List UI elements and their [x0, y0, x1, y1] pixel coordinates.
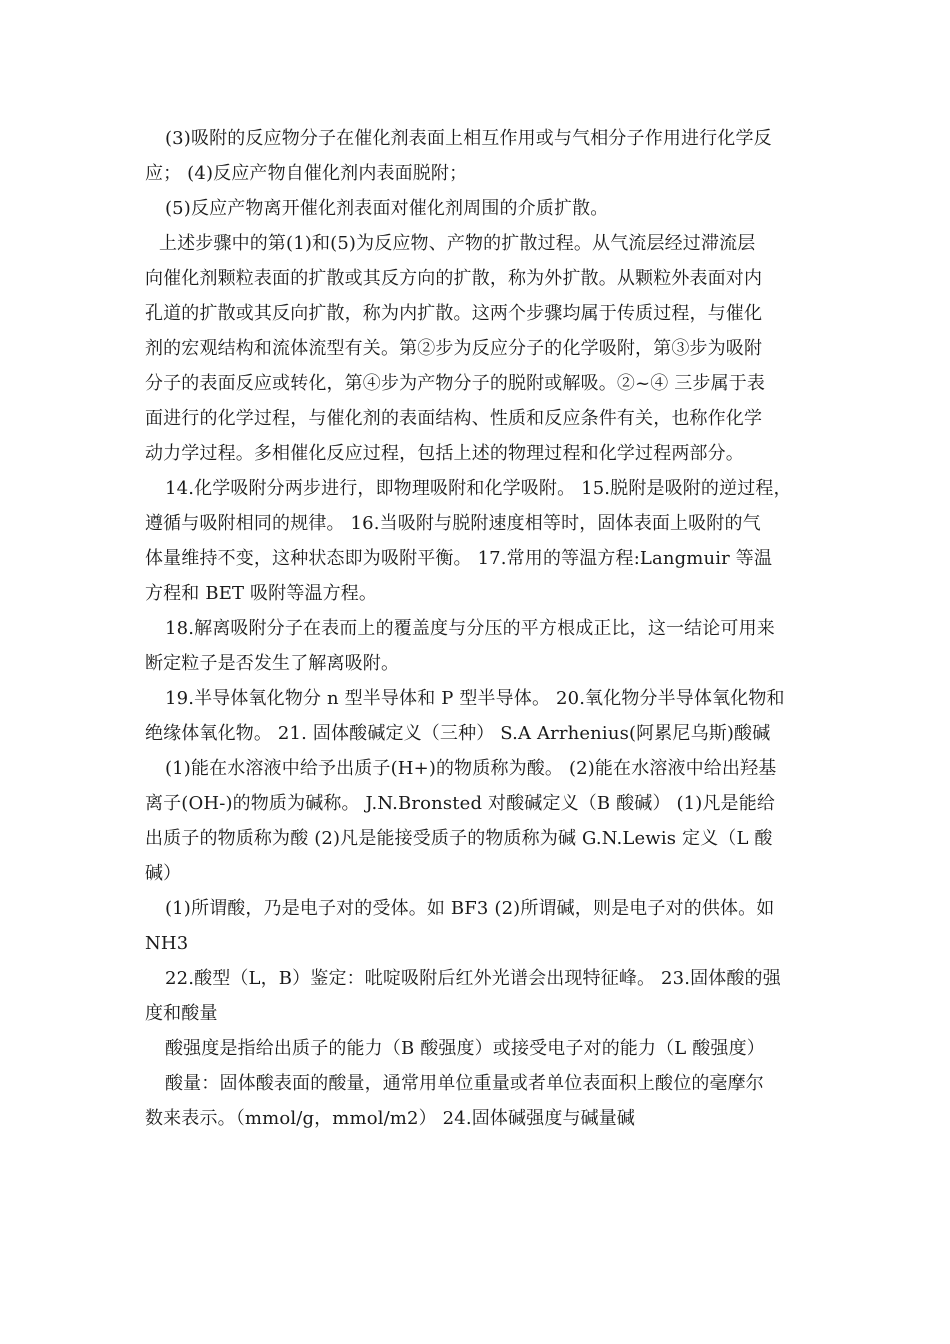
text-line: NH3 — [145, 933, 189, 954]
text-line: 酸强度是指给出质子的能力（B 酸强度）或接受电子对的能力（L 酸强度） — [165, 1038, 765, 1059]
text-line: 断定粒子是否发生了解离吸附。 — [145, 653, 400, 674]
text-line: 分子的表面反应或转化，第④步为产物分子的脱附或解吸。②~④ 三步属于表 — [145, 373, 766, 394]
text-line: 19.半导体氧化物分 n 型半导体和 P 型半导体。 20.氧化物分半导体氧化物和 — [165, 688, 785, 709]
text-line: 动力学过程。多相催化反应过程，包括上述的物理过程和化学过程两部分。 — [145, 443, 744, 464]
text-line: 面进行的化学过程，与催化剂的表面结构、性质和反应条件有关，也称作化学 — [145, 408, 763, 429]
text-line: 离子(OH-)的物质为碱称。 J.N.Bronsted 对酸碱定义（B 酸碱） (1)凡是能给 — [145, 793, 776, 814]
text-line: (1)能在水溶液中给予出质子(H+)的物质称为酸。 (2)能在水溶液中给出羟基 — [165, 758, 777, 779]
text-line: 酸量：固体酸表面的酸量，通常用单位重量或者单位表面积上酸位的毫摩尔 — [165, 1073, 764, 1094]
text-line: 剂的宏观结构和流体流型有关。第②步为反应分子的化学吸附，第③步为吸附 — [145, 338, 763, 359]
text-line: (1)所谓酸，乃是电子对的受体。如 BF3 (2)所谓碱，则是电子对的供体。如 — [165, 898, 775, 919]
text-line: (5)反应产物离开催化剂表面对催化剂周围的介质扩散。 — [165, 198, 609, 219]
text-line: 14.化学吸附分两步进行，即物理吸附和化学吸附。 15.脱附是吸附的逆过程， — [165, 478, 792, 499]
text-line: 出质子的物质称为酸 (2)凡是能接受质子的物质称为碱 G.N.Lewis 定义（L 酸 — [145, 828, 773, 849]
text-line: 上述步骤中的第(1)和(5)为反应物、产物的扩散过程。从气流层经过滞流层 — [159, 233, 756, 254]
text-line: 遵循与吸附相同的规律。 16.当吸附与脱附速度相等时，固体表面上吸附的气 — [145, 513, 761, 534]
text-line: (3)吸附的反应物分子在催化剂表面上相互作用或与气相分子作用进行化学反 — [165, 128, 772, 149]
text-line: 应； (4)反应产物自催化剂内表面脱附； — [145, 163, 468, 184]
text-line: 孔道的扩散或其反向扩散，称为内扩散。这两个步骤均属于传质过程，与催化 — [145, 303, 763, 324]
text-line: 度和酸量 — [145, 1003, 218, 1024]
document-body — [145, 121, 815, 1136]
text-line: 向催化剂颗粒表面的扩散或其反方向的扩散，称为外扩散。从颗粒外表面对内 — [145, 268, 763, 289]
text-line: 数来表示。（mmol/g，mmol/m2） 24.固体碱强度与碱量碱 — [145, 1108, 636, 1129]
text-line: 方程和 BET 吸附等温方程。 — [145, 583, 378, 604]
text-line: 18.解离吸附分子在表而上的覆盖度与分压的平方根成正比，这一结论可用来 — [165, 618, 775, 639]
text-line: 绝缘体氧化物。 21. 固体酸碱定义（三种） S.A Arrhenius(阿累尼乌斯)酸碱 — [145, 723, 771, 744]
text-line: 碱） — [145, 863, 182, 884]
text-line: 体量维持不变，这种状态即为吸附平衡。 17.常用的等温方程:Langmuir 等温 — [145, 548, 773, 569]
text-line: 22.酸型（L，B）鉴定：吡啶吸附后红外光谱会出现特征峰。 23.固体酸的强 — [165, 968, 781, 989]
